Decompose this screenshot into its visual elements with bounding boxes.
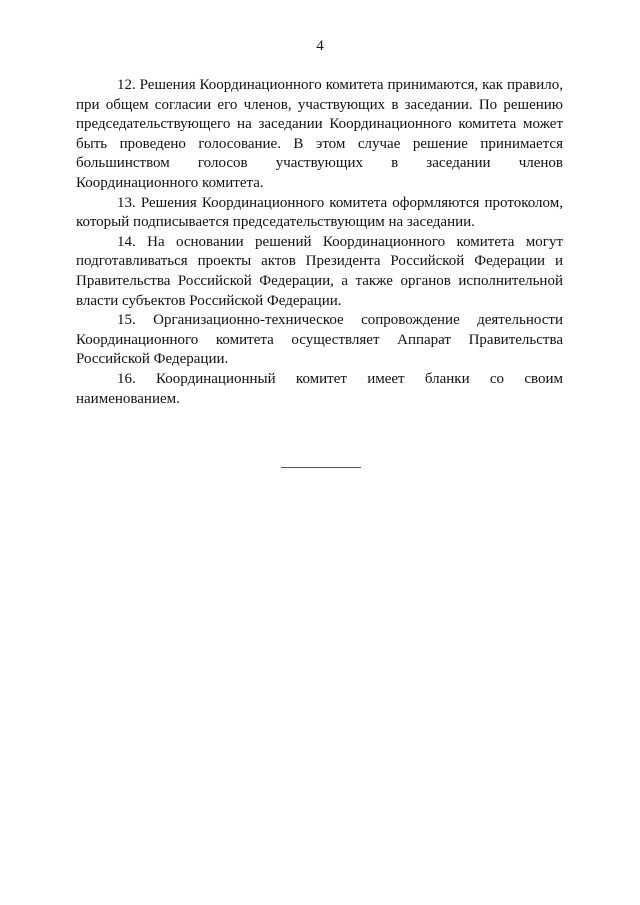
paragraph-16: 16. Координационный комитет имеет бланки со своим наименованием. bbox=[76, 370, 563, 407]
paragraph-12: 12. Решения Координационного комитета принимаются, как правило, при общем согласии его членов, участвующих в заседании. По решению председательствующего на заседании Координационного комитета может быть проведено голосование. В этом случае решение принимается большинством голосов участвующих в заседании членов Координационного комитета. bbox=[76, 77, 563, 191]
document-body bbox=[76, 76, 563, 409]
end-divider bbox=[281, 467, 361, 468]
paragraph-14: 14. На основании решений Координационного комитета могут подготавливаться проекты актов Президента Российской Федерации и Правительства Российской Федерации, а также органов исполнительной власти субъектов Российской Федерации. bbox=[76, 233, 563, 309]
paragraph-13: 13. Решения Координационного комитета оформляются протоколом, который подписывается председательствующим на заседании. bbox=[76, 194, 563, 231]
paragraph-15: 15. Организационно-техническое сопровождение деятельности Координационного комитета осуществляет Аппарат Правительства Российской Федерации. bbox=[76, 312, 563, 368]
page-number: 4 bbox=[316, 38, 324, 54]
